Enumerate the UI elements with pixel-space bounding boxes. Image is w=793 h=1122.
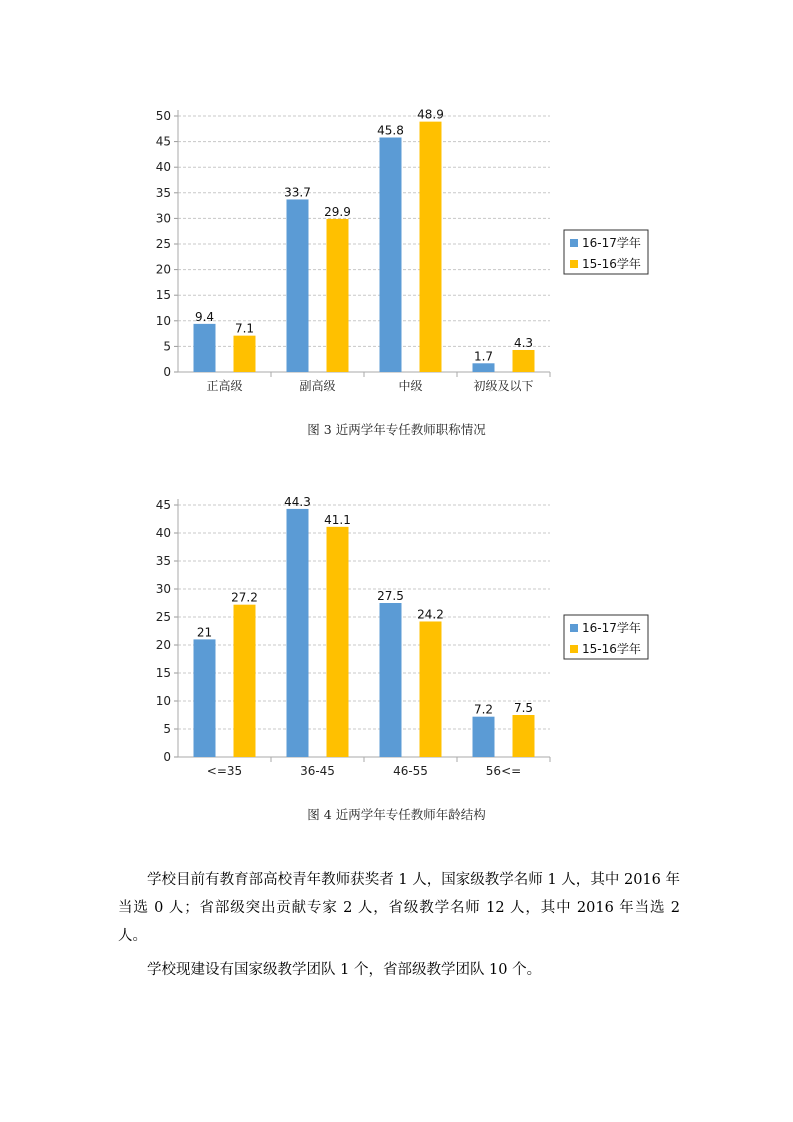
- data-label: 27.5: [377, 589, 404, 603]
- y-tick-label: 5: [163, 339, 171, 354]
- bar-series1: [380, 603, 402, 757]
- bar-series2: [234, 336, 256, 372]
- y-tick-label: 45: [155, 498, 171, 512]
- y-tick-label: 15: [155, 288, 171, 303]
- y-tick-label: 20: [155, 638, 171, 652]
- legend-label: 16-17学年: [582, 236, 641, 250]
- x-tick-label: 正高级: [206, 379, 243, 393]
- y-tick-label: 45: [155, 134, 171, 149]
- bar-series2: [327, 219, 349, 372]
- figure-4-caption: 图 4 近两学年专任教师年龄结构: [307, 807, 486, 822]
- bar-series1: [287, 199, 309, 372]
- y-tick-label: 0: [163, 365, 171, 379]
- y-tick-label: 30: [155, 211, 171, 226]
- bar-series1: [194, 324, 216, 372]
- data-label: 45.8: [377, 123, 404, 138]
- bar-series2: [327, 527, 349, 757]
- y-tick-label: 40: [155, 526, 171, 540]
- data-label: 44.3: [284, 494, 311, 509]
- legend-label: 15-16学年: [582, 257, 641, 271]
- figure-3-caption: 图 3 近两学年专任教师职称情况: [307, 422, 486, 437]
- legend: [564, 230, 648, 274]
- x-tick-label: 中级: [398, 379, 423, 393]
- x-tick-label: 初级及以下: [473, 379, 534, 393]
- y-tick-label: 40: [155, 160, 171, 175]
- chart-age-structure: [140, 485, 660, 785]
- y-tick-label: 10: [155, 313, 171, 328]
- x-tick-label: 36-45: [300, 764, 335, 778]
- data-label: 41.1: [324, 512, 351, 527]
- chart-2-plot: [156, 495, 550, 778]
- data-label: 7.2: [473, 702, 494, 717]
- y-tick-label: 15: [155, 666, 171, 680]
- bar-series2: [513, 715, 535, 757]
- data-label: 27.2: [231, 590, 258, 605]
- legend-swatch: [570, 260, 578, 268]
- x-tick-label: 46-55: [393, 764, 428, 778]
- data-label: 9.4: [194, 309, 215, 324]
- chart-age-structure-svg: [140, 485, 660, 785]
- x-tick-label: <=35: [206, 764, 243, 778]
- bar-series2: [420, 122, 442, 372]
- data-label: 24.2: [417, 607, 444, 622]
- bar-series2: [513, 350, 535, 372]
- bar-series1: [473, 717, 495, 757]
- legend-swatch: [570, 624, 578, 632]
- bar-series1: [473, 363, 495, 372]
- chart-title-distribution-svg: [140, 100, 660, 400]
- chart-title-distribution: [140, 100, 660, 400]
- y-tick-label: 25: [155, 237, 171, 251]
- data-label: 48.9: [417, 107, 444, 122]
- y-tick-label: 35: [155, 554, 171, 568]
- bar-series1: [194, 639, 216, 757]
- paragraph-teams: 学校现建设有国家级教学团队 1 个，省部级教学团队 10 个。: [147, 962, 542, 978]
- y-tick-label: 30: [155, 582, 171, 596]
- x-tick-label: 副高级: [299, 379, 336, 393]
- y-tick-label: 25: [155, 610, 171, 624]
- bar-series2: [234, 605, 256, 757]
- legend-label: 15-16学年: [582, 642, 641, 656]
- data-label: 4.3: [513, 335, 534, 350]
- x-tick-label: 56<=: [485, 764, 522, 778]
- legend-swatch: [570, 645, 578, 653]
- data-label: 7.5: [513, 701, 534, 715]
- legend: [564, 615, 648, 659]
- y-tick-label: 10: [155, 694, 171, 708]
- data-label: 21: [196, 625, 213, 640]
- data-label: 7.1: [234, 321, 255, 336]
- y-tick-label: 50: [155, 109, 171, 123]
- data-label: 1.7: [473, 349, 494, 364]
- y-tick-label: 20: [155, 262, 171, 277]
- bar-series1: [380, 138, 402, 372]
- data-label: 29.9: [324, 204, 351, 219]
- paragraph-awards: 学校目前有教育部高校青年教师获奖者 1 人，国家级教学名师 1 人，其中 2016 年当选 0 人；省部级突出贡献专家 2 人，省级教学名师 12 人，其中 2016 年当选 2 人。: [118, 872, 680, 944]
- legend-label: 16-17学年: [582, 621, 641, 635]
- y-tick-label: 5: [163, 722, 171, 736]
- data-label: 33.7: [284, 185, 311, 200]
- y-tick-label: 0: [163, 750, 171, 764]
- y-tick-label: 35: [155, 185, 171, 200]
- legend-swatch: [570, 239, 578, 247]
- bar-series1: [287, 509, 309, 757]
- chart-1-plot: [156, 108, 550, 393]
- bar-series2: [420, 621, 442, 757]
